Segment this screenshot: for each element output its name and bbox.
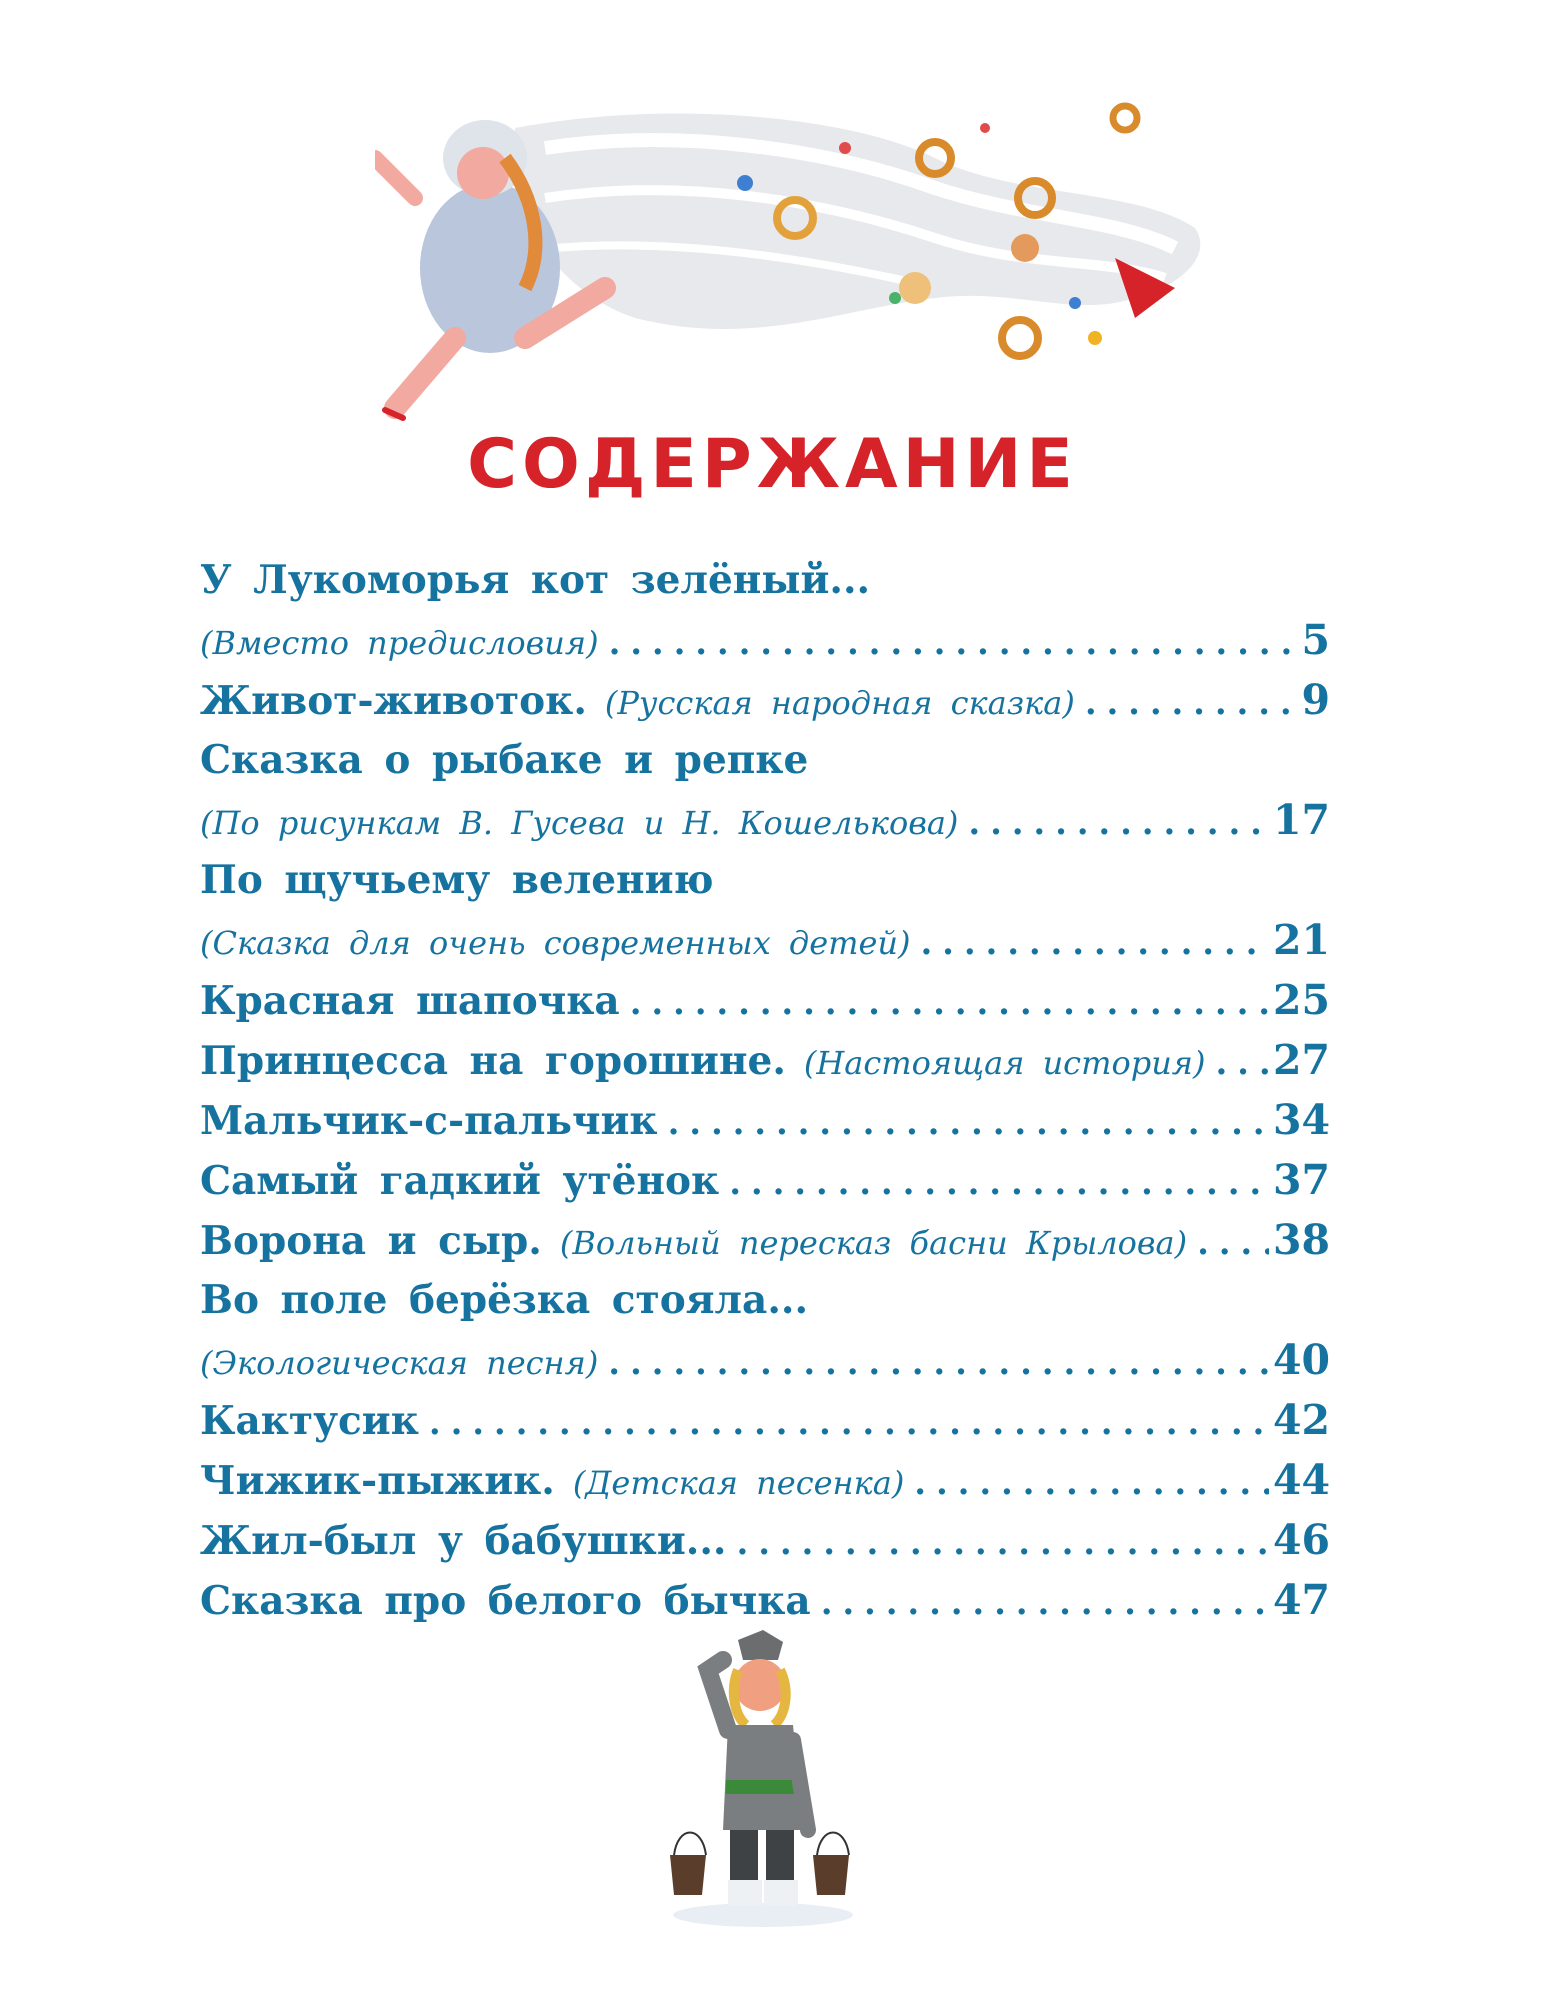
toc-entry-page: 5 <box>1301 616 1330 664</box>
toc-entry[interactable] <box>200 730 1330 850</box>
toc-entry-page: 37 <box>1272 1156 1330 1204</box>
toc-entry-title: Ворона и сыр. <box>200 1218 542 1264</box>
toc-entry[interactable] <box>200 1210 1330 1270</box>
toc-entry[interactable] <box>200 550 1330 670</box>
toc-entry-page: 9 <box>1301 676 1330 724</box>
toc-entry-title: Самый гадкий утёнок <box>200 1158 720 1204</box>
toc-entry-subtitle: (Экологическая песня) <box>200 1344 599 1382</box>
toc-entry-subtitle: (Настоящая история) <box>803 1044 1206 1082</box>
dot-leader <box>729 1153 1269 1213</box>
dot-leader <box>1215 1033 1268 1093</box>
toc-entry-title: Во поле берёзка стояла... <box>200 1277 809 1323</box>
toc-entry[interactable] <box>200 1510 1330 1570</box>
toc-entry[interactable] <box>200 1390 1330 1450</box>
dot-leader <box>630 973 1269 1033</box>
toc-entry[interactable] <box>200 1030 1330 1090</box>
toc-entry-title: Сказка о рыбаке и репке <box>200 737 809 783</box>
toc-entry-subtitle: (Сказка для очень современных детей) <box>200 924 911 962</box>
dot-leader <box>914 1453 1269 1513</box>
toc-entry-page: 47 <box>1272 1576 1330 1624</box>
dot-leader <box>609 613 1298 673</box>
toc-entry-title: Живот-животок. <box>200 678 587 724</box>
dot-leader <box>968 793 1269 853</box>
toc-entry-title: У Лукоморья кот зелёный... <box>200 557 871 603</box>
toc-entry-page: 27 <box>1272 1036 1330 1084</box>
table-of-contents <box>200 550 1330 1630</box>
toc-entry[interactable] <box>200 1570 1330 1630</box>
toc-entry-subtitle: (По рисункам В. Гусева и Н. Кошелькова) <box>200 804 959 842</box>
toc-entry-page: 46 <box>1272 1516 1330 1564</box>
dot-leader <box>921 913 1269 973</box>
toc-entry-subtitle: (Русская народная сказка) <box>604 684 1075 722</box>
toc-entry-page: 34 <box>1272 1096 1330 1144</box>
toc-entry-title: Красная шапочка <box>200 978 620 1024</box>
flying-woman-with-sweets-illustration <box>375 88 1215 433</box>
dot-leader <box>1197 1213 1269 1273</box>
toc-entry[interactable] <box>200 850 1330 970</box>
toc-entry-title: Сказка про белого бычка <box>200 1578 811 1624</box>
toc-entry[interactable] <box>200 970 1330 1030</box>
toc-entry-page: 40 <box>1272 1336 1330 1384</box>
toc-entry-subtitle: (Вместо предисловия) <box>200 624 599 662</box>
dot-leader <box>429 1393 1269 1453</box>
page-title: СОДЕРЖАНИЕ <box>467 425 1078 504</box>
toc-entry-page: 38 <box>1272 1216 1330 1264</box>
toc-entry-page: 17 <box>1272 796 1330 844</box>
toc-entry[interactable] <box>200 1150 1330 1210</box>
toc-entry-subtitle: (Вольный пересказ басни Крылова) <box>559 1224 1188 1262</box>
toc-entry-page: 44 <box>1272 1456 1330 1504</box>
toc-entry-title: Мальчик-с-пальчик <box>200 1098 658 1144</box>
toc-entry-title: Принцесса на горошине. <box>200 1038 786 1084</box>
dot-leader <box>608 1333 1269 1393</box>
toc-entry-subtitle: (Детская песенка) <box>572 1464 905 1502</box>
man-with-buckets-illustration <box>668 1630 858 1930</box>
toc-entry[interactable] <box>200 1270 1330 1390</box>
toc-entry[interactable] <box>200 670 1330 730</box>
toc-entry[interactable] <box>200 1090 1330 1150</box>
dot-leader <box>668 1093 1269 1153</box>
toc-entry-page: 21 <box>1272 916 1330 964</box>
toc-entry-title: Жил-был у бабушки... <box>200 1518 727 1564</box>
dot-leader <box>821 1573 1269 1633</box>
toc-entry-page: 42 <box>1272 1396 1330 1444</box>
toc-entry-title: Кактусик <box>200 1398 419 1444</box>
dot-leader <box>737 1513 1269 1573</box>
dot-leader <box>1085 673 1298 733</box>
toc-entry-page: 25 <box>1272 976 1330 1024</box>
toc-entry[interactable] <box>200 1450 1330 1510</box>
toc-entry-title: Чижик-пыжик. <box>200 1458 555 1504</box>
toc-entry-title: По щучьему велению <box>200 857 714 903</box>
